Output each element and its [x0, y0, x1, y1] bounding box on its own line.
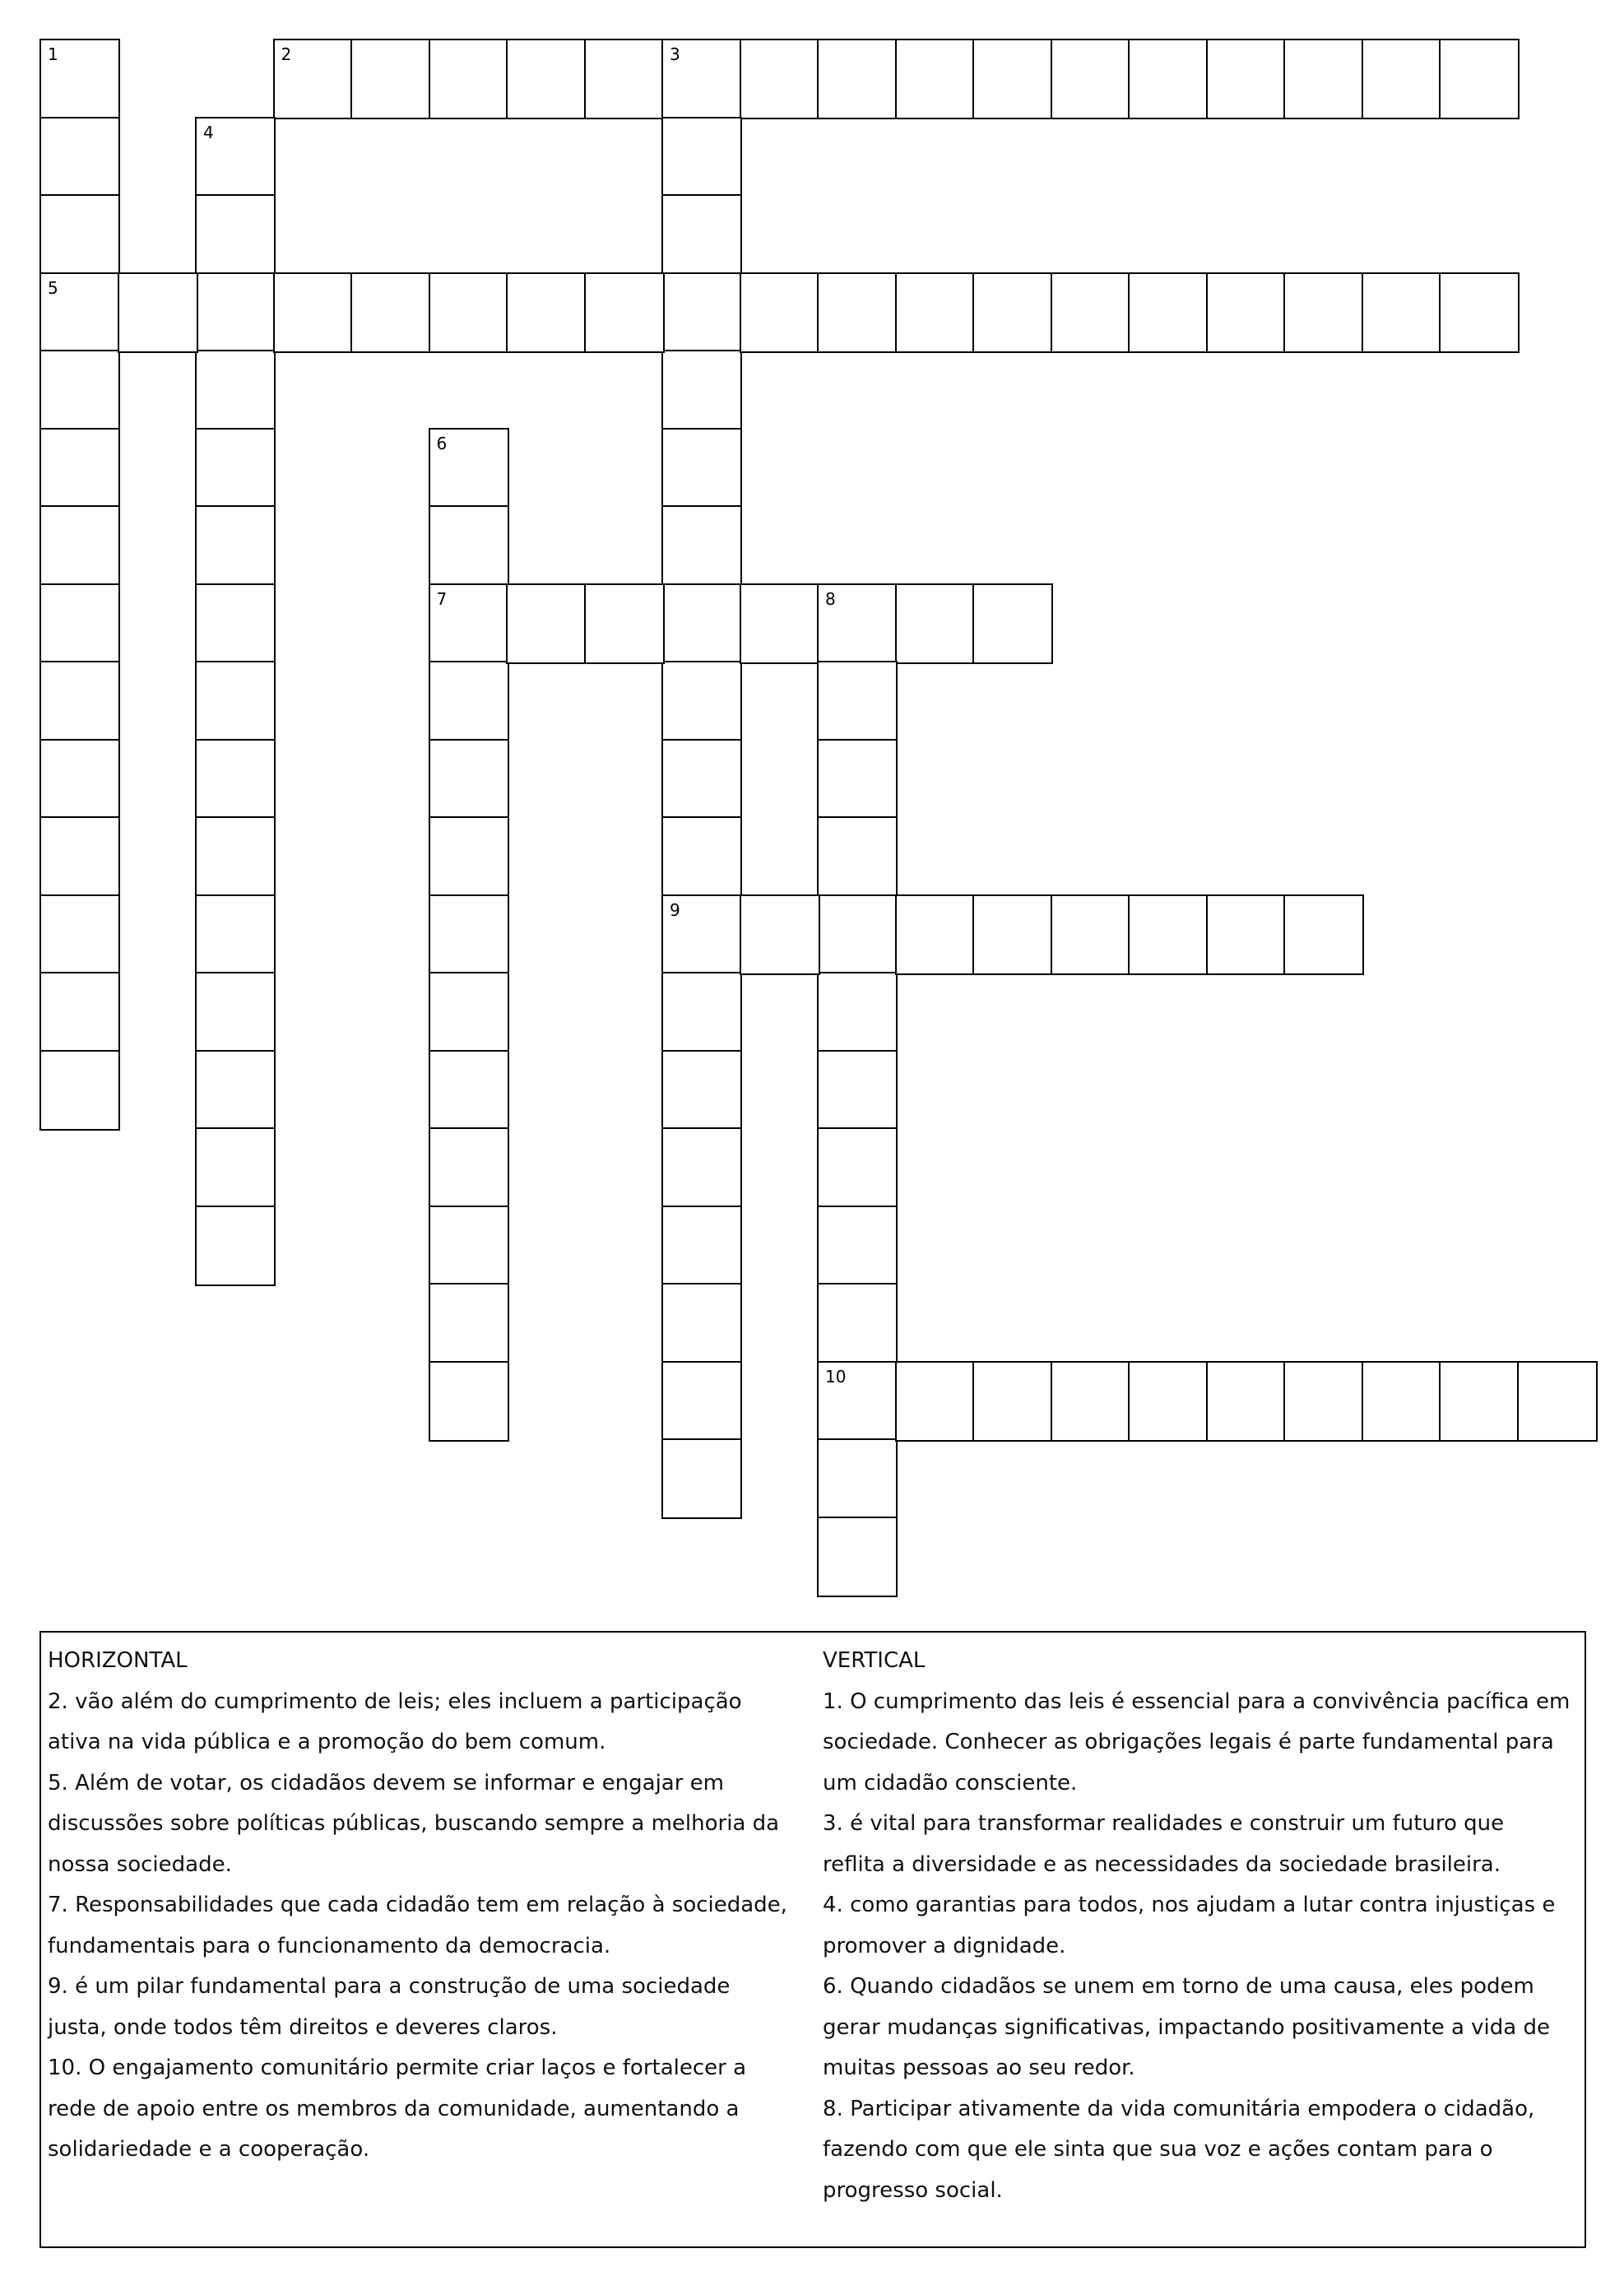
- grid-cell[interactable]: [429, 583, 509, 664]
- grid-cell[interactable]: [195, 583, 276, 664]
- grid-cell[interactable]: [195, 117, 276, 197]
- grid-cell[interactable]: [661, 428, 742, 509]
- grid-cell[interactable]: [584, 39, 665, 119]
- grid-cell[interactable]: [661, 1127, 742, 1208]
- clue-number: 6: [436, 433, 448, 453]
- horizontal-clue-line: rede de apoio entre os membros da comunidade, aumentando a: [48, 2096, 740, 2121]
- grid-cell[interactable]: [195, 1050, 276, 1131]
- clue-number: 5: [48, 277, 58, 298]
- grid-cell[interactable]: [584, 583, 665, 664]
- grid-cell[interactable]: [350, 272, 431, 353]
- grid-cell[interactable]: [429, 1206, 509, 1286]
- grid-cell[interactable]: [972, 583, 1053, 664]
- grid-cell[interactable]: [1051, 894, 1131, 975]
- grid-cell[interactable]: [1283, 39, 1364, 119]
- grid-cell[interactable]: [39, 194, 120, 275]
- grid-cell[interactable]: [817, 1050, 898, 1131]
- horizontal-clue-line: 9. é um pilar fundamental para a construção de uma sociedade: [48, 1974, 731, 1999]
- vertical-clue-line: gerar mudanças significativas, impactando positivamente a vida de: [823, 2014, 1550, 2040]
- horizontal-clues: [48, 1641, 817, 2171]
- horizontal-clue-line: 5. Além de votar, os cidadãos devem se informar e engajar em: [48, 1770, 724, 1796]
- grid-cell[interactable]: [195, 661, 276, 741]
- grid-cell[interactable]: [1128, 1361, 1209, 1442]
- grid-cell[interactable]: [817, 661, 898, 741]
- grid-cell[interactable]: [429, 505, 509, 586]
- horizontal-clue-line: discussões sobre políticas públicas, buscando sempre a melhoria da: [48, 1811, 780, 1836]
- grid-cell[interactable]: [39, 816, 120, 897]
- grid-cell[interactable]: [817, 1127, 898, 1208]
- horizontal-heading: HORIZONTAL: [48, 1648, 188, 1673]
- vertical-clues: [823, 1641, 1584, 2211]
- grid-cell[interactable]: [195, 739, 276, 820]
- vertical-heading: VERTICAL: [823, 1648, 926, 1673]
- grid-cell[interactable]: [39, 505, 120, 586]
- grid-cell[interactable]: [39, 39, 120, 119]
- vertical-clue-line: sociedade. Conhecer as obrigações legais é parte fundamental para: [823, 1730, 1554, 1754]
- grid-cell[interactable]: [1517, 1361, 1598, 1442]
- grid-cell[interactable]: [429, 816, 509, 897]
- grid-cell[interactable]: [817, 894, 898, 975]
- grid-cell[interactable]: [39, 972, 120, 1052]
- grid-cell[interactable]: [584, 272, 665, 353]
- horizontal-clue-line: ativa na vida pública e a promoção do bem comum.: [48, 1730, 606, 1754]
- grid-cell[interactable]: [661, 739, 742, 820]
- grid-cell[interactable]: [817, 39, 898, 119]
- grid-cell[interactable]: [661, 1361, 742, 1442]
- vertical-clue-line: um cidadão consciente.: [823, 1770, 1078, 1796]
- horizontal-clue-line: 7. Responsabilidades que cada cidadão tem em relação à sociedade,: [48, 1893, 787, 1917]
- grid-cell[interactable]: [1128, 272, 1209, 353]
- grid-cell[interactable]: [661, 1206, 742, 1286]
- grid-cell[interactable]: [1283, 272, 1364, 353]
- grid-cell[interactable]: [972, 39, 1053, 119]
- grid-cell[interactable]: [1206, 894, 1287, 975]
- grid-cell[interactable]: [817, 816, 898, 897]
- grid-cell[interactable]: [195, 816, 276, 897]
- grid-cell[interactable]: [39, 272, 120, 353]
- grid-cell[interactable]: [350, 39, 431, 119]
- grid-cell[interactable]: [39, 350, 120, 430]
- clue-number: 3: [670, 44, 680, 64]
- grid-cell[interactable]: [661, 117, 742, 197]
- grid-cell[interactable]: [39, 894, 120, 975]
- grid-cell[interactable]: [429, 1361, 509, 1442]
- grid-cell[interactable]: [895, 272, 976, 353]
- vertical-clue-line: 8. Participar ativamente da vida comunitária empodera o cidadão,: [823, 2096, 1535, 2121]
- grid-cell[interactable]: [429, 894, 509, 975]
- grid-cell[interactable]: [1128, 39, 1209, 119]
- grid-cell[interactable]: [429, 739, 509, 820]
- grid-cell[interactable]: [1051, 1361, 1131, 1442]
- grid-cell[interactable]: [817, 583, 898, 664]
- horizontal-clue-line: justa, onde todos têm direitos e deveres claros.: [48, 2014, 558, 2040]
- grid-cell[interactable]: [1051, 272, 1131, 353]
- grid-cell[interactable]: [740, 272, 820, 353]
- grid-cell[interactable]: [895, 1361, 976, 1442]
- clue-number: 10: [825, 1366, 847, 1387]
- clue-number: 8: [825, 588, 836, 609]
- grid-cell[interactable]: [661, 894, 742, 975]
- grid-cell[interactable]: [740, 583, 820, 664]
- vertical-clue-line: muitas pessoas ao seu redor.: [823, 2056, 1135, 2080]
- grid-cell[interactable]: [740, 39, 820, 119]
- grid-cell[interactable]: [661, 1438, 742, 1519]
- horizontal-clue-line: nossa sociedade.: [48, 1851, 232, 1877]
- clue-number: 4: [203, 122, 214, 142]
- grid-cell[interactable]: [195, 894, 276, 975]
- grid-cell[interactable]: [195, 505, 276, 586]
- grid-cell[interactable]: [661, 1283, 742, 1363]
- grid-cell[interactable]: [195, 272, 276, 353]
- grid-cell[interactable]: [661, 972, 742, 1052]
- grid-cell[interactable]: [661, 816, 742, 897]
- vertical-clue-line: reflita a diversidade e as necessidades da sociedade brasileira.: [823, 1851, 1501, 1877]
- grid-cell[interactable]: [817, 1438, 898, 1519]
- grid-cell[interactable]: [506, 39, 587, 119]
- grid-cell[interactable]: [39, 1050, 120, 1131]
- vertical-clue-line: 3. é vital para transformar realidades e construir um futuro que: [823, 1811, 1505, 1836]
- grid-cell[interactable]: [195, 972, 276, 1052]
- grid-cell[interactable]: [39, 661, 120, 741]
- grid-cell[interactable]: [661, 661, 742, 741]
- grid-cell[interactable]: [740, 894, 820, 975]
- clue-number: 7: [436, 588, 448, 609]
- grid-cell[interactable]: [273, 39, 354, 119]
- horizontal-clue-line: 10. O engajamento comunitário permite criar laços e fortalecer a: [48, 2056, 747, 2080]
- grid-cell[interactable]: [1439, 1361, 1520, 1442]
- grid-cell[interactable]: [506, 583, 587, 664]
- grid-cell[interactable]: [895, 39, 976, 119]
- grid-cell[interactable]: [195, 350, 276, 430]
- vertical-clue-line: fazendo com que ele sinta que sua voz e ações contam para o: [823, 2137, 1493, 2162]
- horizontal-clue-line: 2. vão além do cumprimento de leis; eles incluem a participação: [48, 1689, 742, 1714]
- grid-cell[interactable]: [1283, 894, 1364, 975]
- grid-cell[interactable]: [817, 1517, 898, 1597]
- vertical-clue-line: promover a dignidade.: [823, 1933, 1066, 1958]
- vertical-clue-line: progresso social.: [823, 2177, 1003, 2203]
- grid-cell[interactable]: [972, 1361, 1053, 1442]
- grid-cell[interactable]: [972, 894, 1053, 975]
- grid-cell[interactable]: [429, 272, 509, 353]
- grid-cell[interactable]: [817, 1361, 898, 1442]
- grid-cell[interactable]: [195, 1206, 276, 1286]
- grid-cell[interactable]: [1206, 1361, 1287, 1442]
- grid-cell[interactable]: [817, 272, 898, 353]
- grid-cell[interactable]: [661, 39, 742, 119]
- grid-cell[interactable]: [429, 972, 509, 1052]
- grid-cell[interactable]: [1206, 39, 1287, 119]
- grid-cell[interactable]: [661, 194, 742, 275]
- grid-cell[interactable]: [429, 428, 509, 509]
- vertical-clue-line: 1. O cumprimento das leis é essencial para a convivência pacífica em: [823, 1689, 1571, 1714]
- grid-cell[interactable]: [661, 350, 742, 430]
- grid-cell[interactable]: [817, 972, 898, 1052]
- grid-cell[interactable]: [972, 272, 1053, 353]
- grid-cell[interactable]: [817, 1283, 898, 1363]
- grid-cell[interactable]: [195, 1127, 276, 1208]
- grid-cell[interactable]: [1206, 272, 1287, 353]
- grid-cell[interactable]: [429, 39, 509, 119]
- vertical-clue-line: 6. Quando cidadãos se unem em torno de uma causa, eles podem: [823, 1974, 1534, 1999]
- grid-cell[interactable]: [506, 272, 587, 353]
- horizontal-clue-line: solidariedade e a cooperação.: [48, 2137, 370, 2162]
- clues-box: [39, 1631, 1586, 2248]
- grid-cell[interactable]: [429, 1283, 509, 1363]
- grid-cell[interactable]: [118, 272, 198, 353]
- clue-number: 1: [48, 44, 58, 64]
- grid-cell[interactable]: [817, 739, 898, 820]
- grid-cell[interactable]: [273, 272, 354, 353]
- grid-cell[interactable]: [1362, 39, 1442, 119]
- grid-cell[interactable]: [817, 1206, 898, 1286]
- vertical-clue-line: 4. como garantias para todos, nos ajudam a lutar contra injustiças e: [823, 1893, 1556, 1917]
- grid-cell[interactable]: [429, 661, 509, 741]
- grid-cell[interactable]: [39, 117, 120, 197]
- grid-cell[interactable]: [1439, 272, 1520, 353]
- grid-cell[interactable]: [39, 739, 120, 820]
- grid-cell[interactable]: [1283, 1361, 1364, 1442]
- grid-cell[interactable]: [661, 505, 742, 586]
- clue-number: 2: [281, 44, 292, 64]
- grid-cell[interactable]: [895, 894, 976, 975]
- grid-cell[interactable]: [1362, 1361, 1442, 1442]
- grid-cell[interactable]: [1362, 272, 1442, 353]
- grid-cell[interactable]: [429, 1127, 509, 1208]
- grid-cell[interactable]: [661, 583, 742, 664]
- grid-cell[interactable]: [1128, 894, 1209, 975]
- grid-cell[interactable]: [661, 1050, 742, 1131]
- clue-number: 9: [670, 899, 680, 920]
- grid-cell[interactable]: [429, 1050, 509, 1131]
- grid-cell[interactable]: [39, 583, 120, 664]
- grid-cell[interactable]: [1051, 39, 1131, 119]
- grid-cell[interactable]: [195, 194, 276, 275]
- horizontal-clue-line: fundamentais para o funcionamento da democracia.: [48, 1933, 611, 1958]
- grid-cell[interactable]: [195, 428, 276, 509]
- grid-cell[interactable]: [895, 583, 976, 664]
- grid-cell[interactable]: [1439, 39, 1520, 119]
- grid-cell[interactable]: [39, 428, 120, 509]
- grid-cell[interactable]: [661, 272, 742, 353]
